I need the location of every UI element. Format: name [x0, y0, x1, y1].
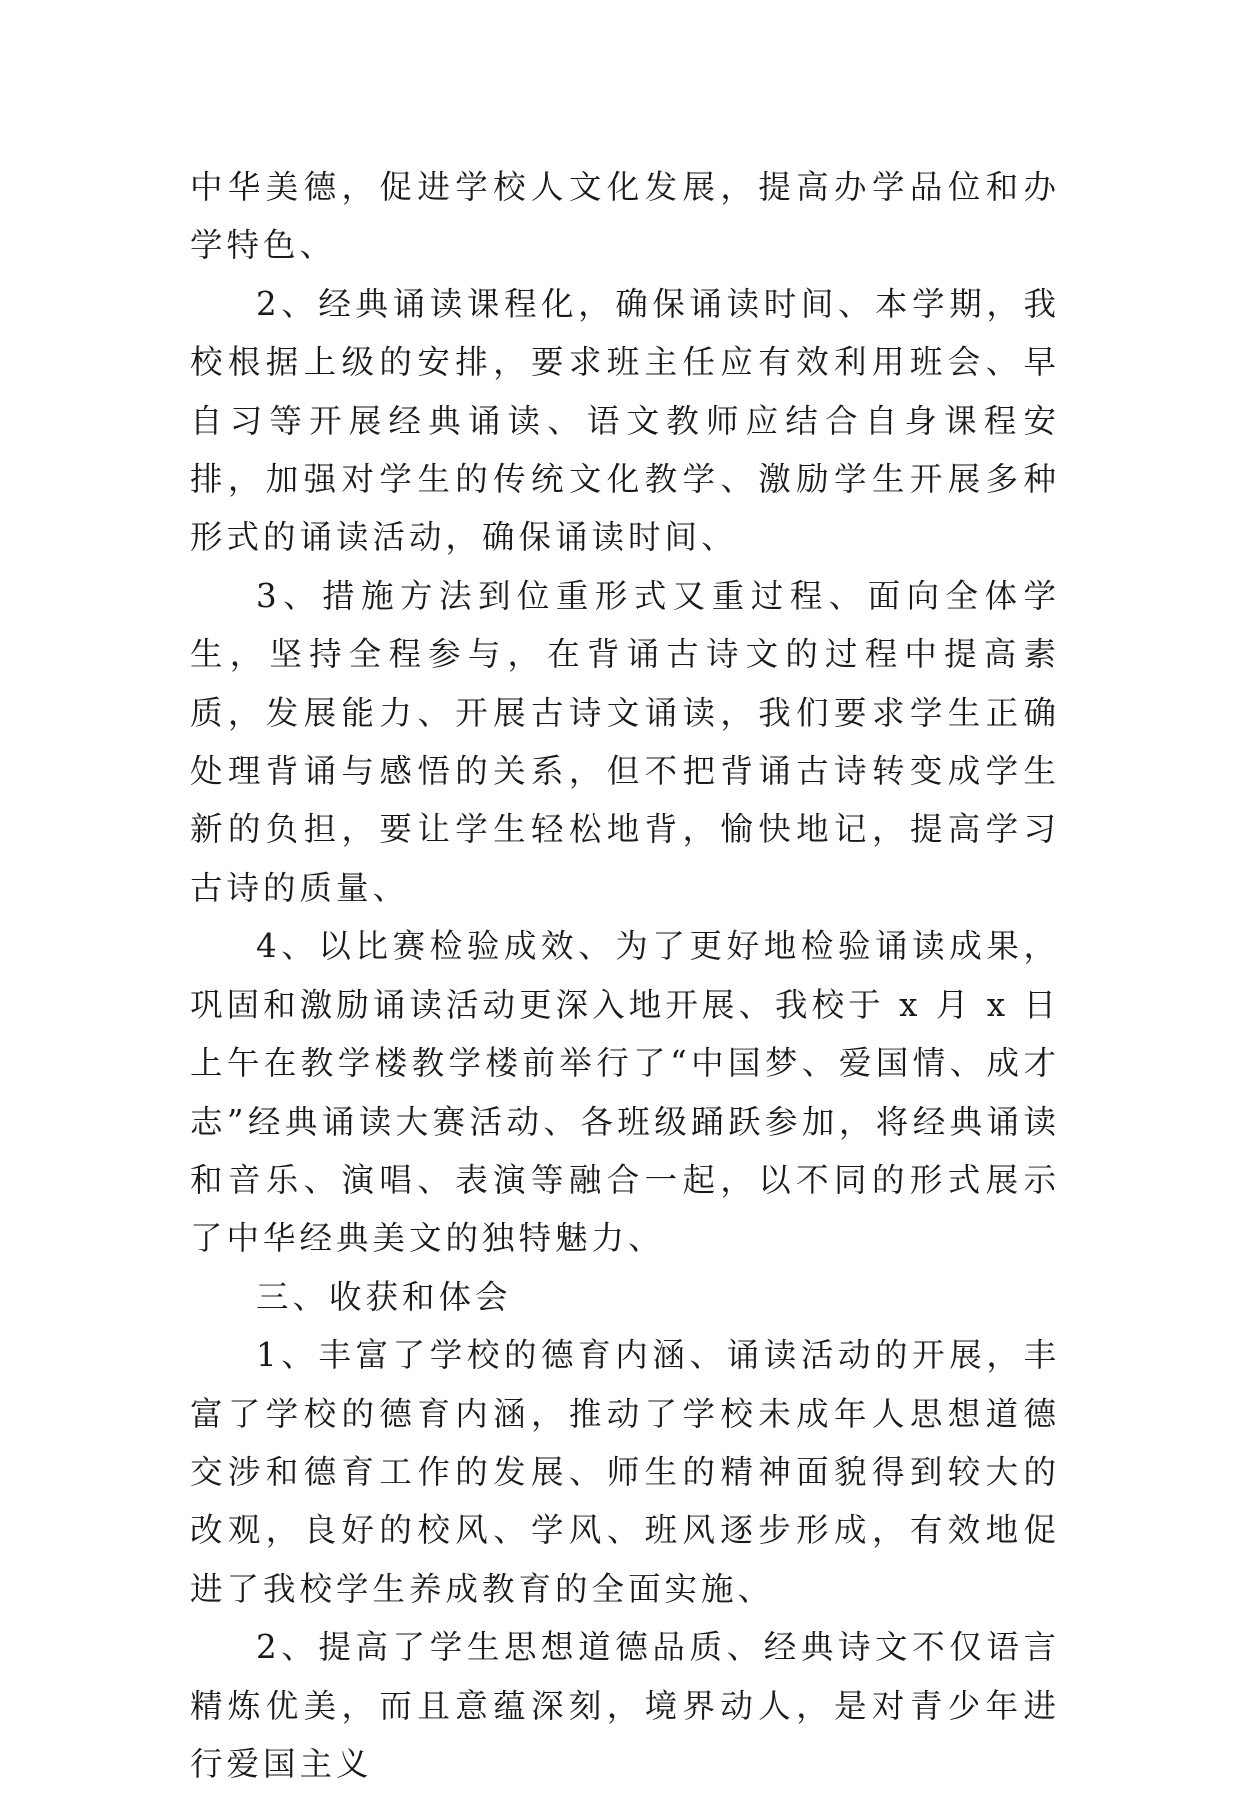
- paragraph-harvest-1: 1、丰富了学校的德育内涵、诵读活动的开展，丰富了学校的德育内涵，推动了学校未成年人思想道德交涉和德育工作的发展、师生的精神面貌得到较大的改观，良好的校风、学风、班风逐步形成，有效地促进了我校学生养成教育的全面实施、: [190, 1336, 1060, 1608]
- paragraph-harvest-2: 2、提高了学生思想道德品质、经典诗文不仅语言精炼优美，而且意蕴深刻，境界动人，是对青少年进行爱国主义: [190, 1628, 1060, 1783]
- paragraph-item-3-measures: 3、措施方法到位重形式又重过程、面向全体学生，坚持全程参与，在背诵古诗文的过程中提高素质，发展能力、开展古诗文诵读，我们要求学生正确处理背诵与感悟的关系，但不把背诵古诗转变成学生新的负担，要让学生轻松地背，愉快地记，提高学习古诗的质量、: [190, 576, 1060, 907]
- paragraph-item-2-recitation-curriculum: 2、经典诵读课程化，确保诵读时间、本学期，我校根据上级的安排，要求班主任应有效利用班会、早自习等开展经典诵读、语文教师应结合自身课程安排，加强对学生的传统文化教学、激励学生开展多种形式的诵读活动，确保诵读时间、: [190, 284, 1060, 557]
- document-body: [190, 158, 1060, 1793]
- paragraph-continuation: 中华美德，促进学校人文化发展，提高办学品位和办学特色、: [190, 168, 1060, 265]
- section-heading-harvest: 三、收获和体会: [256, 1277, 512, 1316]
- paragraph-item-4-competition: 4、以比赛检验成效、为了更好地检验诵读成果，巩固和激励诵读活动更深入地开展、我校于 x 月 x 日上午在教学楼教学楼前举行了“中国梦、爱国情、成才志”经典诵读大赛活动、各班级踊跃参加，将经典诵读和音乐、演唱、表演等融合一起，以不同的形式展示了中华经典美文的独特魅力、: [190, 927, 1060, 1258]
